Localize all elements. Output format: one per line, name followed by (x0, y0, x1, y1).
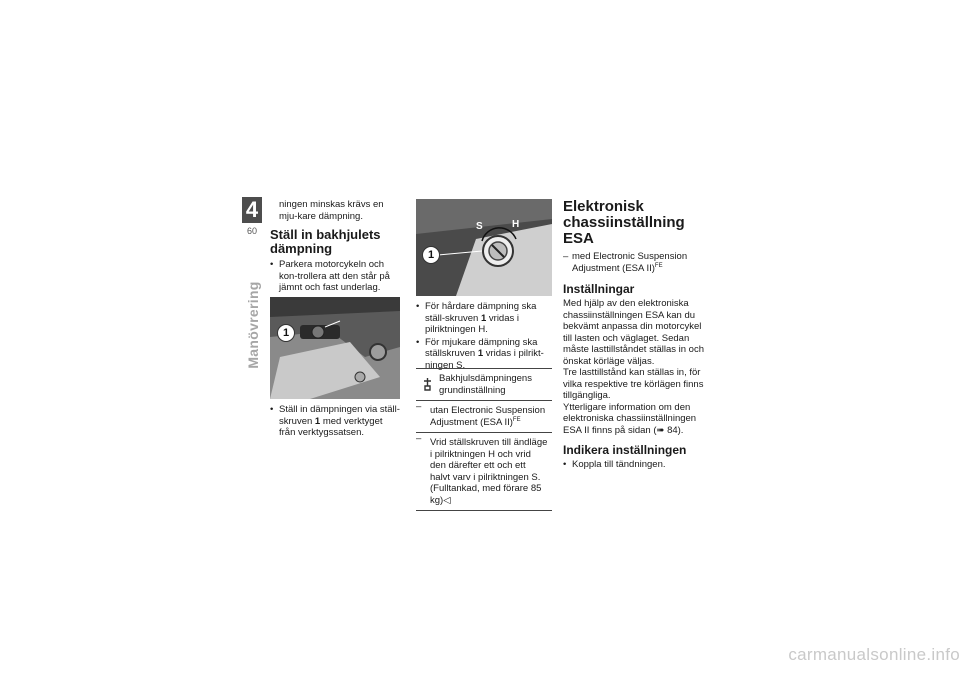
settings-para-1: Med hjälp av den elektroniska chassiinställningen ESA kan du bekvämt anpassa din motorcykel till lasten och väglaget. Sedan måste lasttillståndet ställas in och önskat körläge väljas. (563, 298, 704, 367)
bullet-softer (416, 337, 552, 372)
chapter-title: Manövrering (245, 281, 261, 369)
column-1-bottom (270, 404, 400, 439)
photo-callout-1: 1 (422, 246, 440, 264)
column-3 (563, 199, 705, 471)
fe-superscript: FE (512, 416, 521, 423)
adjuster-screw-photo (416, 199, 552, 296)
page-reference-link[interactable]: (➠ 84). (653, 424, 684, 436)
fe-superscript: FE (654, 262, 663, 269)
column-2 (416, 301, 552, 371)
column-1 (270, 199, 400, 294)
bullet-softer-text-a: För mjukare dämpning ska ställskruven (425, 336, 538, 359)
page-number: 60 (246, 226, 257, 236)
ref-1: 1 (480, 312, 487, 324)
settings-para-3-text: Ytterligare information om den elektroniska chassiinställningen ESA II finns på sidan (563, 401, 697, 436)
label-h: H (512, 219, 520, 230)
settings-para-2: Tre lasttillstånd kan ställas in, för vilka respektive tre körlägen finns tillgängliga. (563, 367, 704, 401)
bullet-adjust (270, 404, 400, 439)
wrench-icon (422, 373, 434, 396)
bullet-ignition: • Koppla till tändningen. (563, 459, 705, 471)
show-settings-heading: Indikera inställningen (563, 443, 687, 457)
rear-shock-illustration (270, 297, 400, 399)
bullet-harder-text-b: vridas i pilriktningen H. (425, 312, 519, 335)
label-s: S (476, 221, 483, 232)
esa-heading: Elektronisk chassiinställning ESA (563, 198, 685, 247)
info-row-esa (416, 400, 552, 432)
info-title-row (416, 369, 552, 400)
settings-heading: Inställningar (563, 282, 635, 296)
esa-variant-text: med Electronic Suspension Adjustment (ESA II) (572, 251, 688, 274)
base-setting-box (416, 368, 552, 511)
watermark: carmanualsonline.info (788, 645, 960, 664)
info-title: Bakhjulsdämpningens grundinställning (439, 373, 532, 396)
bullet-park: • Parkera motorcykeln och kon-trollera att den står på jämnt och fast underlag. (270, 259, 400, 294)
bullet-adjust-text-b: med verktyget från verktygssatsen. (279, 415, 383, 438)
info-row-instruction: – Vrid ställskruven till ändläge i pilriktningen H och vrid den därefter ett och ett halvt varv i pilriktningen S. (Fulltankad, med förare 85 kg)◁ (416, 432, 552, 510)
esa-variant (563, 251, 705, 274)
bullet-adjust-text-a: Ställ in dämpningen via ställ-skruven (279, 404, 400, 427)
info-row-esa-text: utan Electronic Suspension Adjustment (ESA II) (430, 405, 546, 428)
bullet-harder-text-a: För hårdare dämpning ska ställ-skruven (425, 301, 537, 324)
ref-1: 1 (477, 348, 484, 359)
settings-para-3 (563, 402, 705, 437)
rear-shock-photo (270, 297, 400, 399)
ref-1: 1 (314, 415, 321, 427)
intro-text: ningen minskas krävs en mju-kare dämpning. (279, 199, 384, 222)
photo-callout-1: 1 (277, 324, 295, 342)
chapter-number: 4 (242, 197, 262, 223)
section-heading: Ställ in bakhjulets dämpning (270, 227, 381, 256)
bullet-softer-text-b: vridas i pilrikt-ningen S. (425, 348, 544, 371)
bullet-harder (416, 301, 552, 336)
